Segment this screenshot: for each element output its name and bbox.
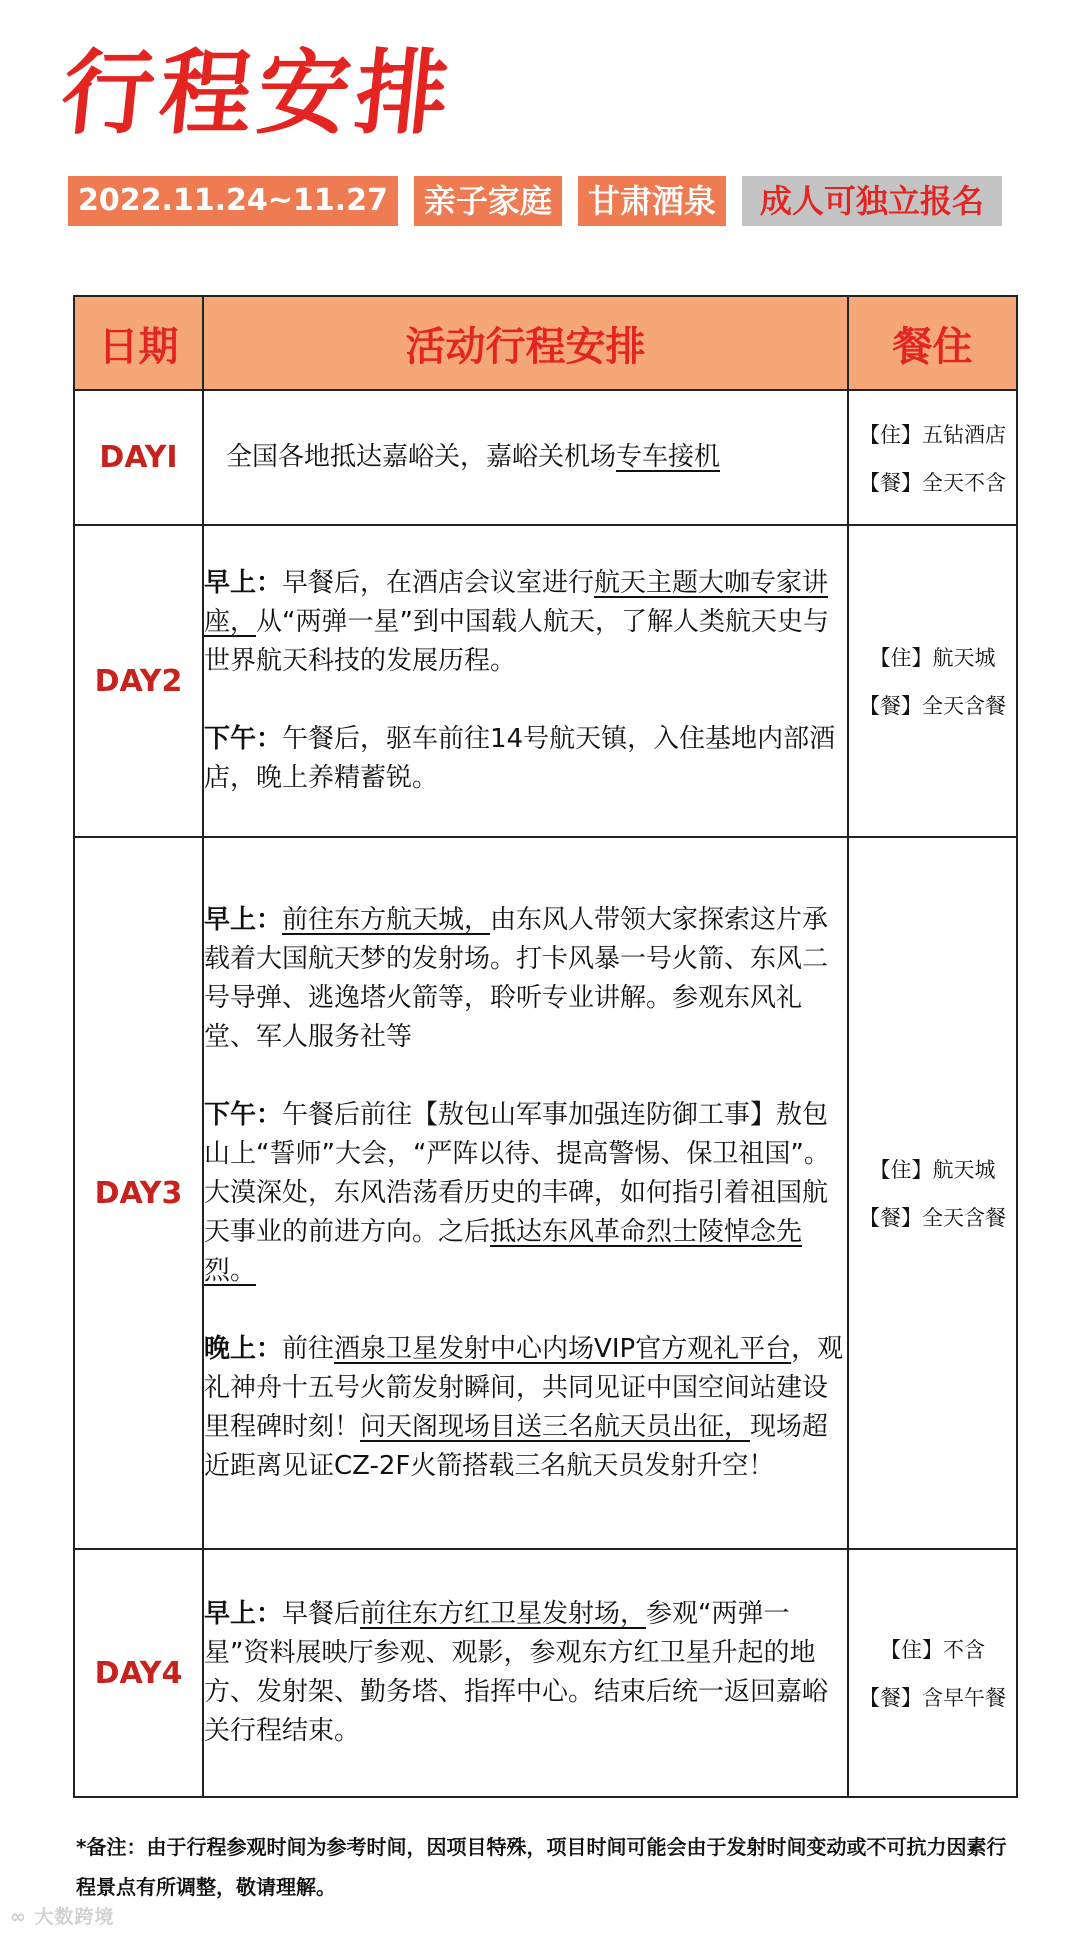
meal-lodging-cell xyxy=(848,390,1017,525)
activity-paragraph xyxy=(204,564,847,681)
lodging-text: 【住】不含 xyxy=(880,1638,985,1662)
activity-text: 参观“两弹一星”资料展映厅参观、观影，参观东方红卫星升起的地方、发射架、勤务塔、指挥中心。结束后统一返回嘉峪关行程结束。 xyxy=(204,1599,829,1746)
activity-highlight: 专车接机 xyxy=(616,442,721,472)
activity-text: 午餐后前往【敖包山军事加强连防御工事】敖包山上“誓师”大会，“严阵以待、提高警惕、保卫祖国”。大漠深处，东风浩荡看历史的丰碑，如何指引着祖国航天事业的前进方向。之后 xyxy=(204,1099,830,1247)
audience-tag: 亲子家庭 xyxy=(414,176,562,226)
lodging-text: 【住】航天城 xyxy=(869,646,996,670)
tag-bar xyxy=(68,176,1002,226)
day-label: DAY4 xyxy=(74,1549,203,1797)
time-label: 下午： xyxy=(204,1099,283,1130)
meal-text: 【餐】全天含餐 xyxy=(859,1206,1006,1230)
activity-paragraph xyxy=(204,1595,847,1751)
watermark-logo: ∞ 大数跨境 xyxy=(10,1906,115,1928)
meal-lodging-cell xyxy=(848,525,1017,837)
meal-text: 【餐】全天含餐 xyxy=(859,694,1006,718)
header-activities: 活动行程安排 xyxy=(203,296,848,390)
activity-cell xyxy=(203,837,848,1549)
meal-text: 【餐】含早午餐 xyxy=(859,1686,1006,1710)
activity-paragraph xyxy=(204,1096,847,1291)
time-label: 早上： xyxy=(204,904,283,935)
time-label: 早上： xyxy=(204,1599,283,1629)
table-row xyxy=(74,1549,1017,1797)
page-title: 行程安排 xyxy=(56,40,460,147)
activity-highlight: 酒泉卫星发射中心内场VIP官方观礼平台 xyxy=(334,1333,792,1364)
meal-lodging-cell xyxy=(848,1549,1017,1797)
table-row xyxy=(74,525,1017,837)
registration-tag: 成人可独立报名 xyxy=(742,176,1002,226)
activity-highlight: 前往东方航天城， xyxy=(282,904,491,935)
day-label: DAY2 xyxy=(74,525,203,837)
activity-text: ，观礼神舟十五号火箭发射瞬间，共同见证中国空间站建设里程碑时刻！ xyxy=(204,1333,844,1442)
table-header-row xyxy=(74,296,1017,390)
activity-cell xyxy=(203,525,848,837)
activity-paragraph xyxy=(226,438,847,477)
activity-paragraph xyxy=(204,901,847,1057)
header-date: 日期 xyxy=(74,296,203,390)
activity-text: 从“两弹一星”到中国载人航天，了解人类航天史与世界航天科技的发展历程。 xyxy=(204,607,829,676)
activity-text: 早餐后 xyxy=(282,1599,361,1629)
activity-paragraph xyxy=(204,720,847,798)
activity-text: 前往 xyxy=(282,1333,335,1364)
activity-cell xyxy=(203,390,848,525)
lodging-text: 【住】五钻酒店 xyxy=(859,422,1006,447)
activity-text: 早餐后，在酒店会议室进行 xyxy=(282,568,595,598)
activity-highlight: 问天阁现场目送三名航天员出征， xyxy=(360,1411,751,1442)
activity-highlight: 抵达东风革命烈士陵悼念先烈。 xyxy=(204,1216,803,1286)
activity-text: 午餐后，驱车前往14号航天镇，入住基地内部酒店，晚上养精蓄锐。 xyxy=(204,724,836,793)
time-label: 下午： xyxy=(204,724,283,754)
activity-paragraph xyxy=(204,1330,847,1486)
activity-highlight: 前往东方红卫星发射场， xyxy=(360,1599,647,1629)
time-label: 晚上： xyxy=(204,1333,283,1364)
schedule-table xyxy=(73,295,1018,1798)
day-label: DAYI xyxy=(74,390,203,525)
table-row xyxy=(74,837,1017,1549)
date-tag: 2022.11.24~11.27 xyxy=(68,176,398,226)
activity-text: 全国各地抵达嘉峪关，嘉峪关机场 xyxy=(226,442,617,472)
location-tag: 甘肃酒泉 xyxy=(578,176,726,226)
day-label: DAY3 xyxy=(74,837,203,1549)
activity-cell xyxy=(203,1549,848,1797)
meal-text: 【餐】全天不含 xyxy=(859,470,1006,495)
activity-highlight: 航天主题大咖专家讲座， xyxy=(204,568,829,637)
lodging-text: 【住】航天城 xyxy=(869,1158,996,1182)
meal-lodging-cell xyxy=(848,837,1017,1549)
watermark-text: 大数跨境 xyxy=(34,1906,115,1928)
activity-text: 现场超近距离见证CZ-2F火箭搭载三名航天员发射升空！ xyxy=(204,1411,829,1481)
header-meals-lodging: 餐住 xyxy=(848,296,1017,390)
table-row xyxy=(74,390,1017,525)
time-label: 早上： xyxy=(204,568,283,598)
footnote: *备注：由于行程参观时间为参考时间，因项目特殊，项目时间可能会由于发射时间变动或不可抗力因素行程景点有所调整，敬请理解。 xyxy=(76,1835,1007,1899)
activity-text: 由东风人带领大家探索这片承载着大国航天梦的发射场。打卡风暴一号火箭、东风二号导弹、逃逸塔火箭等，聆听专业讲解。参观东风礼堂、军人服务社等 xyxy=(204,904,829,1052)
